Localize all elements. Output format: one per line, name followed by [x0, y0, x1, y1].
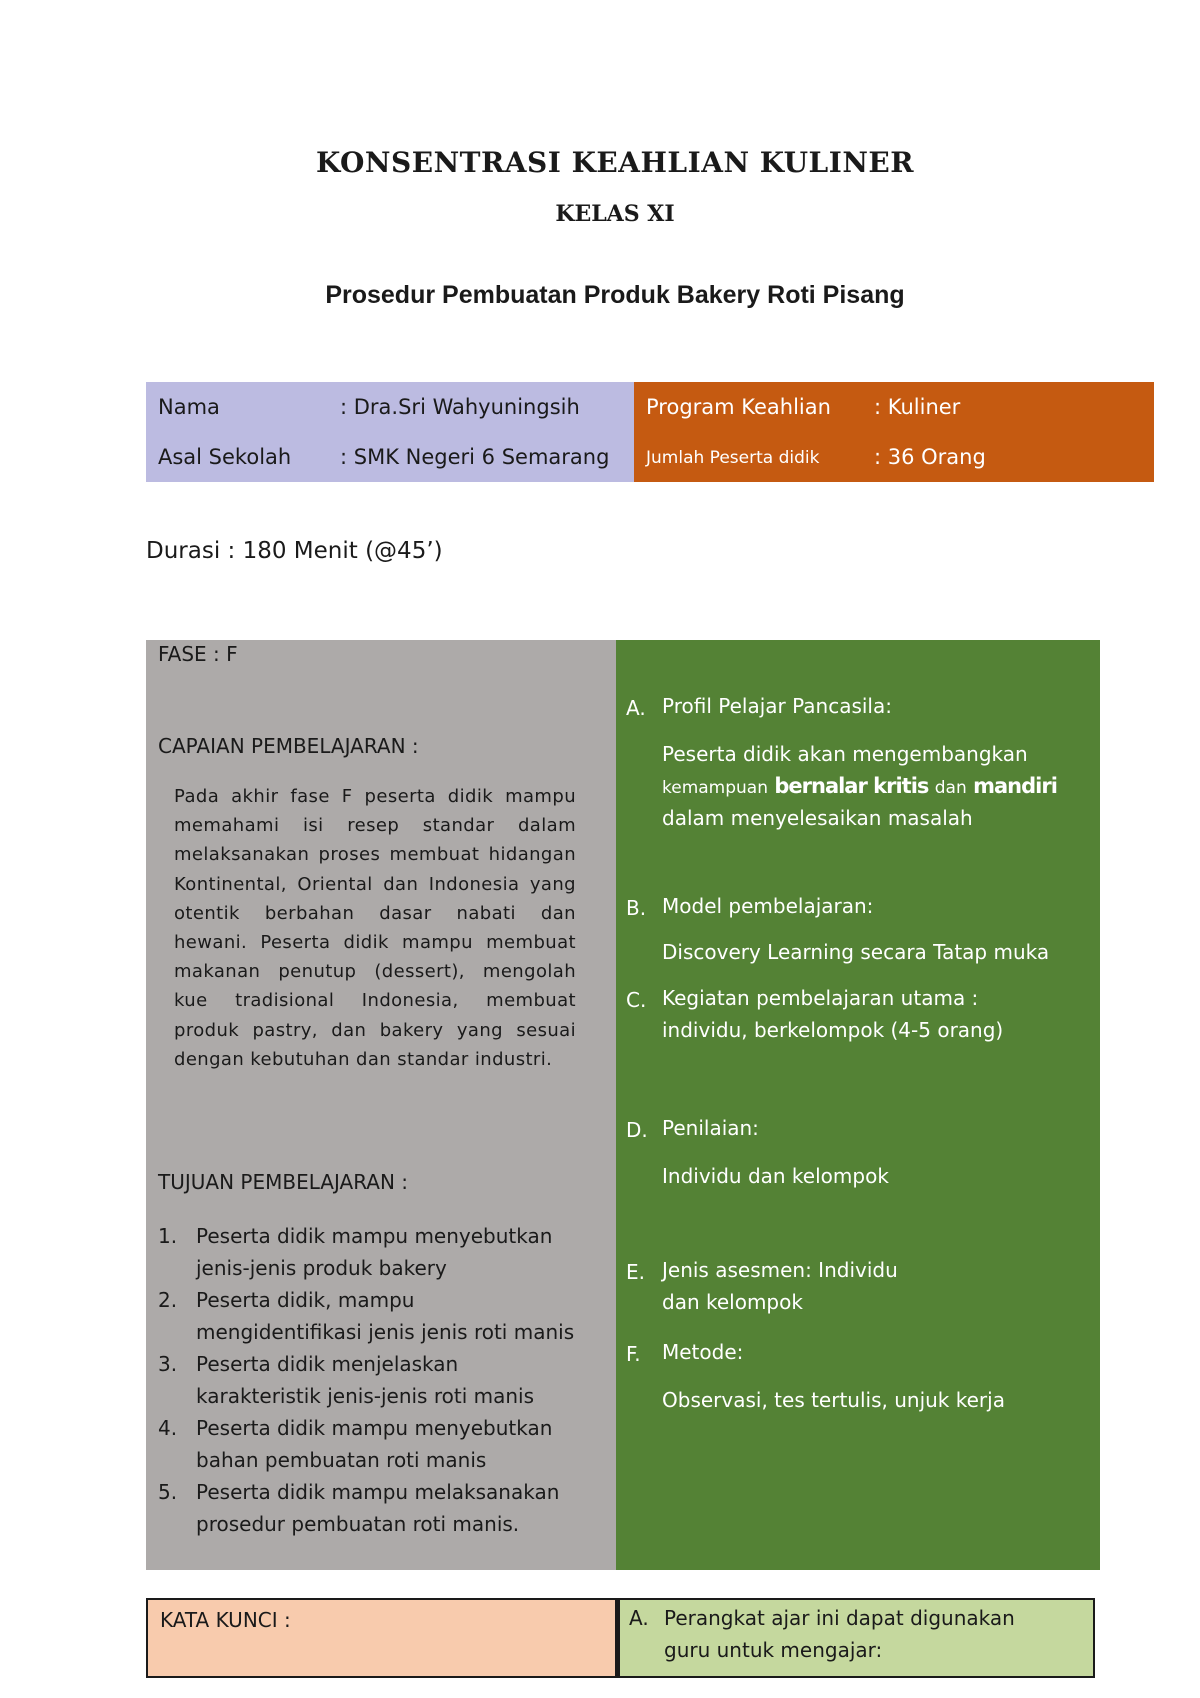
section-c-heading: Kegiatan pembelajaran utama :: [662, 986, 979, 1010]
section-a-line1: Peserta didik akan mengembangkan: [662, 742, 1028, 766]
list-number: 5.: [158, 1480, 178, 1504]
section-a-line2: [662, 770, 1057, 804]
nama-label: Nama: [158, 395, 220, 419]
perangkat-ajar-box: [617, 1598, 1095, 1678]
section-f-text: Observasi, tes tertulis, unjuk kerja: [662, 1388, 1005, 1412]
list-item: [158, 1220, 578, 1284]
peserta-label: Jumlah Peserta didik: [646, 448, 820, 468]
list-text: Peserta didik mampu menyebutkan jenis-jenis produk bakery: [196, 1224, 553, 1280]
program-value: : Kuliner: [874, 395, 961, 419]
section-b-heading: Model pembelajaran:: [662, 894, 874, 918]
kata-kunci-box: [146, 1598, 617, 1678]
peserta-value: : 36 Orang: [874, 445, 986, 469]
section-e-letter: E.: [626, 1260, 645, 1284]
list-text: Peserta didik, mampu mengidentifikasi jenis jenis roti manis: [196, 1288, 575, 1344]
list-number: 1.: [158, 1224, 178, 1248]
section-e-line1: Jenis asesmen: Individu: [662, 1258, 898, 1282]
section-c-letter: C.: [626, 988, 647, 1012]
perangkat-line1: Perangkat ajar ini dapat digunakan: [664, 1606, 1015, 1630]
perangkat-letter: A.: [629, 1606, 649, 1630]
tujuan-list: [158, 1220, 578, 1540]
list-item: [158, 1348, 578, 1412]
perangkat-line2: guru untuk mengajar:: [664, 1638, 883, 1662]
procedure-title: Prosedur Pembuatan Produk Bakery Roti Pisang: [325, 281, 905, 309]
learning-details-panel: [616, 640, 1100, 1570]
section-f-heading: Metode:: [662, 1340, 744, 1364]
program-info-panel: [634, 382, 1154, 482]
list-number: 2.: [158, 1288, 178, 1312]
kemampuan-word: kemampuan: [662, 778, 768, 798]
section-e-line2: dan kelompok: [662, 1290, 803, 1314]
sekolah-value: : SMK Negeri 6 Semarang: [340, 445, 610, 469]
section-a-heading: Profil Pelajar Pancasila:: [662, 694, 892, 718]
class-subtitle: KELAS XI: [555, 201, 675, 227]
section-d-text: Individu dan kelompok: [662, 1164, 889, 1188]
section-f-letter: F.: [626, 1342, 641, 1366]
nama-value: : Dra.Sri Wahyuningsih: [340, 395, 580, 419]
document-title: KONSENTRASI KEAHLIAN KULINER: [315, 146, 915, 179]
list-text: Peserta didik mampu melaksanakan prosedur pembuatan roti manis.: [196, 1480, 560, 1536]
section-d-letter: D.: [626, 1118, 648, 1142]
list-item: [158, 1476, 578, 1540]
section-c-text: individu, berkelompok (4-5 orang): [662, 1018, 1004, 1042]
list-text: Peserta didik mampu menyebutkan bahan pembuatan roti manis: [196, 1416, 553, 1472]
list-item: [158, 1412, 578, 1476]
capaian-paragraph: Pada akhir fase F peserta didik mampu memahami isi resep standar dalam melaksanakan proses membuat hidangan Kontinental, Oriental dan Indonesia yang otentik berbahan dasar nabati dan hewani. Peserta didik mampu membuat makanan penutup (dessert), mengolah kue tradisional Indonesia, membuat produk pastry, dan bakery yang sesuai dengan kebutuhan dan standar industri.: [174, 786, 576, 1070]
section-b-letter: B.: [626, 896, 647, 920]
sekolah-label: Asal Sekolah: [158, 445, 292, 469]
program-label: Program Keahlian: [646, 395, 831, 419]
mandiri-word: mandiri: [973, 774, 1057, 798]
learning-outcomes-panel: [146, 640, 616, 1570]
section-a-line3: dalam menyelesaikan masalah: [662, 806, 973, 830]
bernalar-kritis-word: bernalar kritis: [774, 774, 929, 798]
kata-kunci-label: KATA KUNCI :: [160, 1608, 291, 1632]
dan-word: dan: [934, 778, 967, 798]
fase-label: FASE : F: [158, 642, 238, 666]
section-d-heading: Penilaian:: [662, 1116, 759, 1140]
list-number: 4.: [158, 1416, 178, 1440]
list-text: Peserta didik menjelaskan karakteristik jenis-jenis roti manis: [196, 1352, 534, 1408]
tujuan-heading: TUJUAN PEMBELAJARAN :: [158, 1170, 409, 1194]
capaian-heading: CAPAIAN PEMBELAJARAN :: [158, 734, 419, 758]
list-number: 3.: [158, 1352, 178, 1376]
duration-text: Durasi : 180 Menit (@45’): [146, 538, 443, 564]
section-b-text: Discovery Learning secara Tatap muka: [662, 940, 1050, 964]
list-item: [158, 1284, 578, 1348]
section-a-letter: A.: [626, 696, 646, 720]
identity-info-panel: [146, 382, 634, 482]
